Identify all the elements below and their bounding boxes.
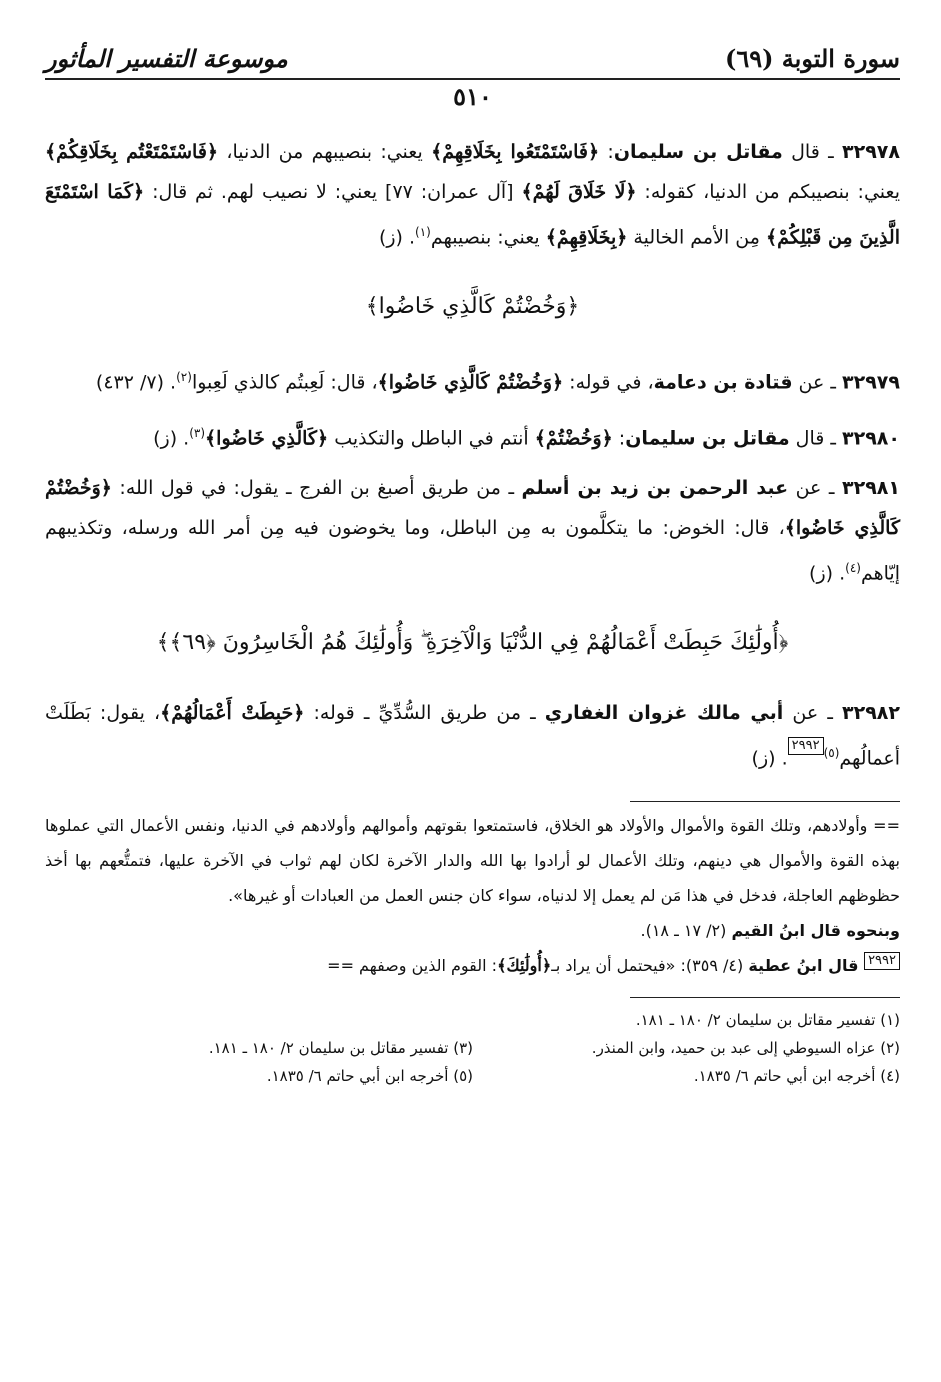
scholar-name: ابنُ عطية (748, 955, 823, 975)
commentary-ibn-qayyim (45, 913, 900, 948)
narrator-name: عبد الرحمن بن زيد بن أسلم (521, 476, 789, 499)
footnote-marker: (٥) (823, 746, 840, 761)
text-span: ، يقول: بَطَلَتْ أعمالُهم (45, 702, 900, 770)
quran-quote: ﴿وَخُضْتُمْ كَالَّذِي خَاضُوا﴾ (45, 476, 900, 539)
text-span: ، قال: الخوض: ما يتكلَّمون به مِن الباطل، وما يخوضون فيه مِن أمر الله ورسله، وتكذيبهم إيّاهم (45, 516, 900, 585)
text-span: : (599, 141, 614, 163)
narration-number: ٣٢٩٧٨ (842, 141, 900, 163)
quran-quote: ﴿حَبِطَتْ أَعْمَالُهُمْ﴾ (160, 702, 305, 725)
narration-32982 (45, 693, 900, 778)
text-span: قال (822, 955, 865, 975)
footnote-marker: (٢) (176, 370, 192, 385)
narrator-name: أبي مالك غزوان الغفاري (544, 702, 784, 725)
cross-reference-box: ٢٩٩٢ (864, 952, 900, 970)
text-span: ـ عن (788, 476, 842, 499)
footnote-marker: (٤) (845, 560, 861, 575)
text-span: [آل عمران: ٧٧] يعني: لا نصيب لهم. ثم قال: (144, 181, 522, 203)
text-span: . (ز) (751, 747, 788, 770)
surah-title: سورة التوبة (٦٩) (724, 44, 900, 73)
text-span: (٤/ ٣٥٩): «فيحتمل أن يراد بـ (551, 955, 749, 975)
text-span: : القوم الذين وصفهم == (327, 955, 498, 975)
quran-quote: ﴿وَخُضْتُمْ كَالَّذِي خَاضُوا﴾ (377, 371, 564, 394)
narrator-name: مقاتل بن سليمان (625, 426, 790, 449)
text-span: ـ قال (782, 141, 842, 163)
text-span: ، قال: لَعِبتُم كالذي لَعِبوا (191, 371, 378, 394)
page-header (45, 40, 900, 111)
footnote-1: (١) تفسير مقاتل بن سليمان ٢/ ١٨٠ ـ ١٨١. (635, 1010, 900, 1029)
commentary-continuation: == وأولادهم، وتلك القوة والأموال والأولاد هو الخلاق، فاستمتعوا بقوتهم وأموالهم وأولادهم في الدنيا، ونفس الأعمال التي عملوها بهذه القوة والأموال هي دينهم، وتلك الأعمال لو أرادوا بها الله والدار الآخرة لكان لهم ثواب في الآخرة عليها، فتمتُّعهم بها أخذ حظوظهم العاجلة، فدخل في هذا مَن لم يعمل إلا لدنياه، سواء كان جنس العمل من العبادات أو غيرها». (45, 815, 900, 905)
verse-heading: ﴿أُولَٰئِكَ حَبِطَتْ أَعْمَالُهُمْ فِي الدُّنْيَا وَالْآخِرَةِ ۖ وَأُولَٰئِكَ هُمُ الْخَاسِرُونَ ﴿٦٩﴾﴾ (156, 630, 789, 656)
quran-quote: ﴿بِخَلَاقِهِمْ﴾ (545, 226, 628, 249)
text-span: يعني: بنصيبهم من الدنيا، (218, 141, 432, 163)
text-span: ، في قوله: (563, 371, 654, 394)
footnote-row (45, 1034, 900, 1062)
narration-32979 (45, 357, 900, 402)
page (45, 40, 900, 1350)
quran-quote: ﴿لَا خَلَاقَ لَهُمْ﴾ (521, 181, 637, 203)
narration-number: ٣٢٩٨١ (842, 476, 900, 499)
text-span: وبنحوه قال (805, 920, 900, 940)
narration-number: ٣٢٩٧٩ (842, 371, 900, 394)
footnote-5: (٥) أخرجه ابن أبي حاتم ٦/ ١٨٣٥. (266, 1066, 473, 1085)
text-span: ـ عن (783, 702, 843, 725)
quran-quote: ﴿أُولَٰئِكَ﴾ (497, 955, 552, 975)
text-span: ـ قال (789, 426, 843, 449)
text-span: . (٧/ ٤٣٢) (95, 371, 177, 394)
narration-32978 (45, 132, 900, 257)
narration-number: ٣٢٩٨٠ (842, 426, 900, 449)
footnote-marker: (١) (415, 225, 431, 239)
scholar-name: ابنُ القيم (731, 920, 805, 940)
verse-heading: ﴿وَخُضْتُمْ كَالَّذِي خَاضُوا﴾ (365, 294, 580, 320)
footnote-marker: (٣) (189, 425, 206, 440)
text-span: ـ من طريق السُّدِّيِّ ـ قوله: (304, 702, 545, 725)
narrator-name: مقاتل بن سليمان (613, 141, 783, 163)
text-span: ـ عن (792, 371, 843, 394)
text-span: مِن الأمم الخالية (627, 226, 766, 249)
text-span: . (ز) (378, 226, 416, 249)
text-span: ـ من طريق أصبغ بن الفرج ـ يقول: في قول الله: (111, 476, 522, 499)
commentary-ibn-atiyya (45, 948, 900, 983)
footnote-row (45, 1062, 900, 1090)
quran-quote: ﴿فَاسْتَمْتَعُوا بِخَلَاقِهِمْ﴾ (431, 141, 600, 163)
text-span: . (ز) (809, 562, 846, 585)
text-span: يعني: بنصيبكم من الدنيا، كقوله: (636, 181, 900, 203)
page-number: ٥١٠ (453, 82, 492, 111)
narration-32980 (45, 413, 900, 458)
narration-number: ٣٢٩٨٢ (842, 702, 900, 725)
narration-32981 (45, 468, 900, 593)
footnote-2: (٢) عزاه السيوطي إلى عبد بن حميد، وابن المنذر. (591, 1038, 900, 1057)
header-divider (45, 78, 900, 80)
narrator-name: قتادة بن دعامة (653, 371, 793, 394)
book-title: موسوعة التفسير المأثور (45, 44, 288, 73)
quran-quote: ﴿كَمَا اسْتَمْتَعَ الَّذِينَ مِن قَبْلِكُمْ﴾ (45, 181, 900, 249)
text-span: : (612, 426, 626, 449)
quran-quote: ﴿فَاسْتَمْتَعْتُم بِخَلَاقِكُمْ﴾ (45, 141, 219, 163)
quran-quote: ﴿وَخُضْتُمْ﴾ (534, 426, 613, 449)
footnote-3: (٣) تفسير مقاتل بن سليمان ٢/ ١٨٠ ـ ١٨١. (208, 1038, 473, 1057)
text-span: (٢/ ١٧ ـ ١٨). (640, 920, 732, 940)
quran-quote: ﴿كَالَّذِي خَاضُوا﴾ (205, 426, 329, 449)
footnotes (45, 1006, 900, 1090)
cross-reference-box: ٢٩٩٢ (788, 737, 824, 755)
footnote-4: (٤) أخرجه ابن أبي حاتم ٦/ ١٨٣٥. (693, 1066, 900, 1085)
text-span: . (ز) (153, 426, 190, 449)
footnote-row (45, 1006, 900, 1034)
text-span: أنتم في الباطل والتكذيب (328, 426, 535, 449)
text-span: يعني: بنصيبهم (430, 226, 546, 249)
